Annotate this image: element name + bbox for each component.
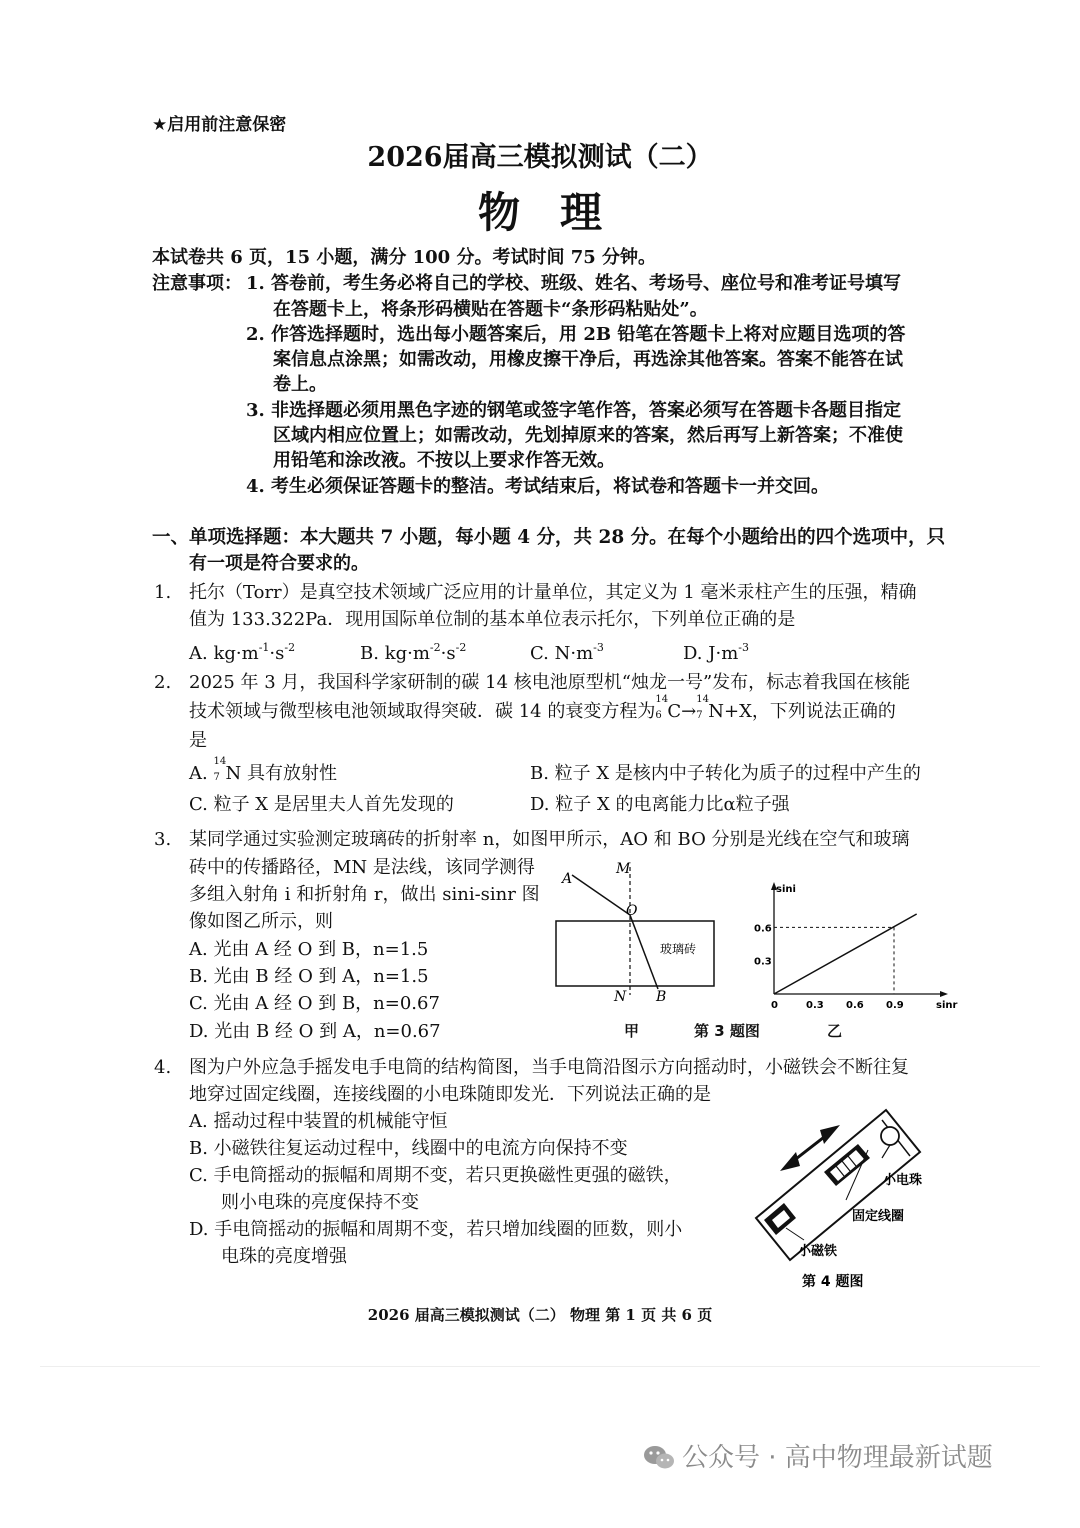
q3-option-d: D. 光由 B 经 O 到 A，n=0.67 [189, 1021, 441, 1042]
refraction-diagram [548, 855, 723, 1005]
q4-line-2: 地穿过固定线圈，连接线圈的小电珠随即发光．下列说法正确的是 [189, 1084, 711, 1105]
fig-4-caption: 第 4 题图 [802, 1274, 864, 1290]
note-1-line-1: 1. 答卷前，考生务必将自己的学校、班级、姓名、考场号、座位号和准考证号填写 [246, 273, 902, 294]
series-line [774, 914, 917, 994]
q3-option-b: B. 光由 B 经 O 到 A，n=1.5 [189, 966, 429, 987]
q2-option-a: A. 14 7 N 具有放射性 [189, 756, 337, 784]
note-2-line-3: 卷上。 [273, 374, 327, 395]
note-3-line-3: 用铅笔和涂改液。不按以上要求作答无效。 [273, 450, 615, 471]
fig-b-caption: 乙 [827, 1022, 843, 1040]
nitrogen-14-isotope: 14 7 [696, 694, 709, 721]
q3-line-2: 砖中的传播路径，MN 是法线，该同学测得 [189, 857, 535, 878]
q4-number: 4. [154, 1057, 172, 1078]
note-2-line-2: 案信息点涂黑；如需改动，用橡皮擦干净后，再选涂其他答案。答案不能答在试 [273, 349, 903, 370]
note-2-line-1: 2. 作答选择题时，选出每小题答案后，用 2B 铅笔在答题卡上将对应题目选项的答 [246, 324, 906, 345]
q2-line-2: 技术领域与微型核电池领域取得突破．碳 14 的衰变方程为 14 6 C→ 14 7 N+X，下列说法正确的 [189, 694, 896, 722]
coil-label: 固定线圈 [852, 1209, 905, 1224]
flashlight-diagram [740, 1100, 950, 1300]
q3-line-1: 某同学通过实验测定玻璃砖的折射率 n，如图甲所示，AO 和 BO 分别是光线在空气和玻璃 [189, 829, 910, 850]
q2-line-3: 是 [189, 730, 207, 751]
confidential-mark: ★启用前注意保密 [152, 115, 287, 135]
fig-a-caption: 甲 [624, 1022, 640, 1040]
watermark-text: 公众号 · 高中物理最新试题 [682, 1443, 993, 1473]
q1-number: 1. [154, 582, 172, 603]
label-glass: 玻璃砖 [660, 942, 697, 956]
x-tick-label: 0.9 [886, 1000, 904, 1011]
q2-option-c: C. 粒子 X 是居里夫人首先发现的 [189, 794, 454, 815]
q4-option-d-line-2: 电珠的亮度增强 [221, 1246, 347, 1267]
q1-line-2: 值为 133.322Pa．现用国际单位制的基本单位表示托尔，下列单位正确的是 [189, 609, 796, 630]
y-tick-label: 0.6 [754, 923, 772, 935]
sini-sinr-graph [750, 882, 958, 1011]
q2-option-d: D. 粒子 X 的电离能力比α粒子强 [530, 794, 790, 815]
x-tick-label: 0 [771, 1000, 778, 1011]
section-heading-line-2: 有一项是符合要求的。 [189, 553, 369, 574]
q4-option-b: B. 小磁铁往复运动过程中，线圈中的电流方向保持不变 [189, 1138, 628, 1159]
exam-info: 本试卷共 6 页，15 小题，满分 100 分。考试时间 75 分钟。 [152, 247, 657, 268]
label-m: M [616, 861, 631, 877]
x-tick-label: 0.3 [806, 1000, 824, 1011]
q1-line-1: 托尔（Torr）是真空技术领域广泛应用的计量单位，其定义为 1 毫米汞柱产生的压强，精确 [189, 582, 917, 603]
y-tick-label: 0.3 [754, 956, 772, 968]
q1-option-d: D. $J\cdot m^{-3}$ [683, 641, 749, 664]
ray-ob [630, 915, 658, 989]
section-heading-line-1: 一、单项选择题：本大题共 7 小题，每小题 4 分，共 28 分。在每个小题给出的四个选项中，只 [152, 527, 946, 548]
wechat-icon [642, 1443, 676, 1471]
magnet-label: 小磁铁 [798, 1244, 838, 1259]
note-4-line-1: 4. 考生必须保证答题卡的整洁。考试结束后，将试卷和答题卡一并交回。 [246, 476, 830, 497]
note-3-line-1: 3. 非选择题必须用黑色字迹的钢笔或签字笔作答，答案必须写在答题卡各题目指定 [246, 400, 902, 421]
q4-line-1: 图为户外应急手摇发电手电筒的结构简图，当手电筒沿图示方向摇动时，小磁铁会不断往复 [189, 1057, 909, 1078]
q4-option-c-line-1: C. 手电筒摇动的振幅和周期不变，若只更换磁性更强的磁铁， [189, 1165, 682, 1186]
note-3-line-2: 区域内相应位置上；如需改动，先划掉原来的答案，然后再写上新答案；不准使 [273, 425, 903, 446]
x-axis-label: sinr [936, 1000, 958, 1011]
q3-number: 3. [154, 829, 172, 850]
q4-option-a: A. 摇动过程中装置的机械能守恒 [189, 1111, 448, 1132]
q4-option-c-line-2: 则小电珠的亮度保持不变 [221, 1192, 419, 1213]
label-a: A [562, 871, 573, 887]
page-footer: 2026 届高三模拟测试（二） 物理 第 1 页 共 6 页 [367, 1306, 713, 1324]
fig-3-caption: 第 3 题图 [694, 1022, 760, 1040]
q3-line-3: 多组入射角 i 和折射角 r，做出 sini-sinr 图 [189, 884, 540, 905]
subject-title: 物理 [477, 188, 642, 237]
q2-option-b: B. 粒子 X 是核内中子转化为质子的过程中产生的 [530, 763, 921, 784]
carbon-14-isotope: 14 6 [655, 694, 669, 721]
label-o: O [626, 903, 638, 919]
label-b: B [656, 989, 667, 1005]
q3-option-c: C. 光由 A 经 O 到 B，n=0.67 [189, 993, 440, 1014]
ray-ao [572, 875, 630, 915]
q1-option-c: C. $N\cdot m^{-3}$ [530, 641, 604, 664]
y-axis-label: sini [776, 884, 796, 895]
q2-number: 2. [154, 672, 172, 693]
label-n: N [614, 989, 627, 1005]
x-tick-label: 0.6 [846, 1000, 864, 1011]
q2-line-1: 2025 年 3 月，我国科学家研制的碳 14 核电池原型机“烛龙一号”发布，标志着我国在核能 [189, 672, 911, 693]
q1-option-a: A. $kg\cdot m^{-1}\cdot s^{-2}$ [189, 641, 296, 664]
note-1-line-2: 在答题卡上，将条形码横贴在答题卡“条形码粘贴处”。 [273, 299, 708, 320]
watermark [642, 1437, 993, 1474]
divider [40, 1366, 1040, 1367]
q3-option-a: A. 光由 A 经 O 到 B，n=1.5 [189, 939, 429, 960]
q1-option-b: B. $kg\cdot m^{-2}\cdot s^{-2}$ [360, 641, 467, 664]
bulb-label: 小电珠 [883, 1173, 923, 1188]
q4-option-d-line-1: D. 手电筒摇动的振幅和周期不变，若只增加线圈的匝数，则小 [189, 1219, 683, 1240]
notes-label: 注意事项： [152, 273, 242, 294]
x-axis-arrow [940, 991, 948, 997]
exam-title: 2026届高三模拟测试（二） [367, 142, 713, 173]
q3-line-4: 像如图乙所示，则 [189, 911, 333, 932]
